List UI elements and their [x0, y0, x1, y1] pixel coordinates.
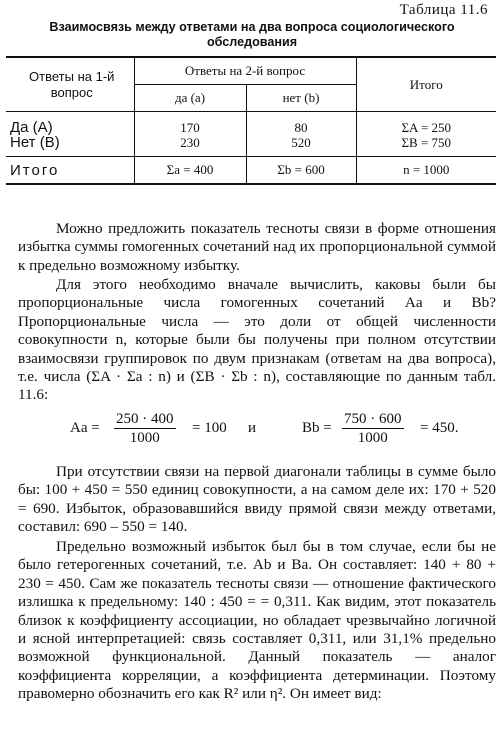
formula-bb-fraction — [342, 410, 404, 447]
caption-line-1: Взаимосвязь между ответами на два вопроса социологического — [49, 20, 455, 34]
paragraph-2: Для этого необходимо вначале вычислить, каковы были бы пропорциональные числа гомогенных сочетаний Aa и Bb? Пропорциональные числа — это доли от общей численности совокупности n, которые были бы получены при полном отсутствии взаимосвязи группировок по двум признакам (ответам на два вопроса), т.е. числа (ΣA · Σa : n) и (ΣB · Σb : n), составляющие по данным табл. 11.6: — [18, 276, 496, 404]
formula-aa-lhs: Aa = — [70, 420, 100, 436]
footer-a: Σa = 400 — [134, 157, 246, 185]
formula — [70, 406, 490, 454]
formula-and: и — [248, 420, 257, 436]
caption-line-2: обследования — [206, 35, 298, 49]
paragraph-3: При отсутствии связи на первой диагонали таблицы в сумме было бы: 100 + 450 = 550 единиц совокупности, а на самом деле их: 170 + 520 = 690. Избыток, образовавшийся ввиду прямой связи между ответами, составил: 690 – 550 = 140. — [18, 463, 496, 536]
cell-no-a: 230 — [134, 135, 246, 157]
footer-b: Σb = 600 — [246, 157, 356, 185]
cell-yes-total: ΣA = 250 — [356, 112, 496, 136]
table-number: Таблица 11.6 — [399, 2, 488, 18]
cell-no-b: 520 — [246, 135, 356, 157]
header-answers-q2: Ответы на 2-й вопрос — [134, 57, 356, 85]
formula-aa-numerator: 250 · 400 — [116, 411, 174, 427]
table-caption — [20, 20, 484, 50]
formula-bb-lhs: Bb = — [302, 420, 332, 436]
formula-aa-denominator: 1000 — [129, 430, 160, 446]
footer-label: Итого — [6, 157, 134, 185]
formula-aa-rhs: = 100 — [192, 420, 227, 436]
contingency-table — [6, 56, 496, 185]
cell-yes-b: 80 — [246, 112, 356, 136]
formula-bb-denominator: 1000 — [357, 430, 388, 446]
header-yes-a: да (а) — [134, 85, 246, 112]
formula-bb-numerator: 750 · 600 — [344, 411, 402, 427]
formula-aa-fraction — [114, 410, 176, 447]
header-no-b: нет (b) — [246, 85, 356, 112]
row-label-no: Нет (В) — [10, 134, 60, 151]
formula-bb-rhs: = 450. — [420, 420, 459, 436]
header-answers-q1: Ответы на 1-й вопрос — [6, 57, 134, 112]
paragraph-4: Предельно возможный избыток был бы в том случае, если бы не было гетерогенных сочетаний, т.е. Ab и Ba. Он составляет: 140 + 80 + 230 = 450. Сам же показатель тесноты связи — отношение фактического излишка к предельному: 140 : 450 = = 0,311. Как видим, этот показатель близок к коэффициенту ассоциации, но обладает чрезвычайно логичной и ясной интерпретацией: связь составляет 0,311, или 31,1% предельно возможной функциональной. Данный показатель — аналог коэффициента корреляции, а коэффициента детерминации. Поэтому правомерно обозначить его как R² или η². Он имеет вид: — [18, 538, 496, 703]
paragraph-1: Можно предложить показатель тесноты связи в форме отношения избытка суммы гомогенных сочетаний над их пропорциональной суммой к предельно возможному избытку. — [18, 220, 496, 274]
footer-total: n = 1000 — [356, 157, 496, 185]
header-total: Итого — [356, 57, 496, 112]
cell-yes-a: 170 — [134, 112, 246, 136]
row-label-yes: Да (А) — [10, 119, 53, 136]
cell-no-total: ΣB = 750 — [356, 135, 496, 157]
